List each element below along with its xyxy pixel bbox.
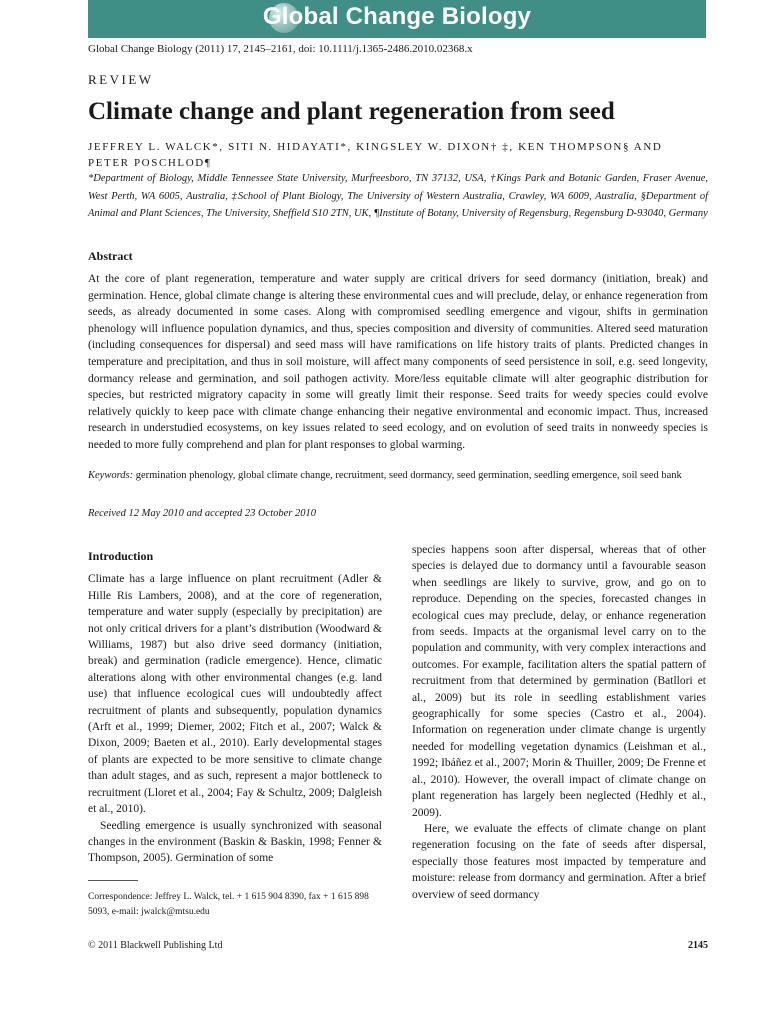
left-column [88, 548, 382, 867]
article-title: Climate change and plant regeneration from seed [88, 98, 615, 125]
copyright: © 2011 Blackwell Publishing Ltd [88, 940, 223, 951]
section-label: REVIEW [88, 72, 154, 87]
citation-line: Global Change Biology (2011) 17, 2145–2161, doi: 10.1111/j.1365-2486.2010.02368.x [88, 43, 473, 55]
introduction-heading: Introduction [88, 549, 154, 563]
abstract-heading: Abstract [88, 249, 133, 263]
footnote-divider [88, 880, 138, 881]
journal-banner [88, 0, 706, 38]
body-paragraph: Here, we evaluate the effects of climate change on plant regeneration focusing on the fate of seeds after dispersal, especially those features most impacted by temperature and moisture: release from dormancy and germination. After a brief overview of seed dormancy [412, 822, 706, 901]
journal-name: Global Change Biology [262, 3, 532, 30]
correspondence-footnote: Correspondence: Jeffrey L. Walck, tel. + 1 615 904 8390, fax + 1 615 898 5093, e-mail: jwalck@mtsu.edu [88, 892, 369, 917]
right-column [412, 542, 706, 903]
keywords-label: Keywords: [88, 470, 134, 481]
affiliations: *Department of Biology, Middle Tennessee State University, Murfreesboro, TN 37132, USA, †Kings Park and Botanic Garden, Fraser Avenue, West Perth, WA 6005, Australia, ‡School of Plant Biology, The University of Western Australia, Crawley, WA 6009, Australia, §Department of Animal and Plant Sciences, The University, Sheffield S10 2TN, UK, ¶Institute of Botany, University of Regensburg, Regensburg D-93040, Germany [88, 173, 708, 219]
page-number: 2145 [688, 940, 708, 951]
author-list: JEFFREY L. WALCK*, SITI N. HIDAYATI*, KINGSLEY W. DIXON† ‡, KEN THOMPSON§ AND PETER POSCHLOD¶ [88, 141, 663, 169]
abstract-text: At the core of plant regeneration, temperature and water supply are critical drivers for seed dormancy (initiation, break) and germination. Hence, global climate change is altering these environmental cues and will preclude, delay, or enhance regeneration from seeds, as already documented in some cases. Along with compromised seedling emergence and vigour, shifts in germination phenology will influence population dynamics, and thus, species composition and diversity of communities. Altered seed maturation (including consequences for dispersal) and seed mass will have ramifications on life history traits of plants. Predicted changes in temperature and precipitation, and thus in soil moisture, will affect many components of seed persistence in soil, e.g. seed longevity, dormancy release and germination, and soil pathogen activity. More/less equitable climate will alter geographic distribution for species, but restricted migratory capacity in some will greatly limit their response. Seed traits for weedy species could evolve relatively quickly to keep pace with climate change enhancing their negative environmental and economic impact. Thus, increased research in understudied ecosystems, on key issues related to seed ecology, and on evolution of seed traits in nonweedy species is needed to more fully comprehend and plan for plant responses to global warming. [88, 273, 708, 451]
body-paragraph: species happens soon after dispersal, whereas that of other species is delayed due to dormancy until a favourable season when seedlings are likely to survive, grow, and go on to reproduce. Depending on the species, forecasted changes in ecological cues may preclude, delay, or enhance regeneration from seeds. Impacts at the organismal level carry on to the population and community, with very complex interactions and outcomes. For example, facilitation alters the spatial pattern of recruitment from that determined by germination (Batllori et al., 2009) but its role in seedling establishment varies geographically for some species (Castro et al., 2004). Information on regeneration under climate change is urgently needed for modelling vegetation dynamics (Leishman et al., 1992; Ibáñez et al., 2007; Morin & Thuiller, 2009; De Frenne et al., 2010). However, the overall impact of climate change on plant regeneration has largely been neglected (Hedhly et al., 2009). [412, 544, 706, 819]
keywords-list: germination phenology, global climate change, recruitment, seed dormancy, seed germination, seedling emergence, soil seed bank [135, 470, 682, 481]
body-paragraph: Seedling emergence is usually synchronized with seasonal changes in the environment (Baskin & Baskin, 1998; Fenner & Thompson, 2005). Germination of some [88, 819, 382, 865]
body-paragraph: Climate has a large influence on plant recruitment (Adler & Hille Ris Lambers, 2008), and at the core of regeneration, temperature and water supply (especially by precipitation) are not only critical drivers for a plant’s distribution (Woodward & Williams, 1987) but also drive seed dormancy (initiation, break) and germination (radicle emergence). Hence, climatic alterations along with other environmental changes (e.g. land use) that influence ecological cues will undoubtedly affect recruitment of plants and subsequently, population dynamics (Arft et al., 1999; Diemer, 2002; Fitch et al., 2007; Walck & Dixon, 2009; Baeten et al., 2010). Early developmental stages of plants are expected to be more sensitive to climate change than adult stages, and as such, represent a major bottleneck to recruitment (Lloret et al., 2004; Fay & Schultz, 2009; Dalgleish et al., 2010). [88, 573, 382, 816]
received-date: Received 12 May 2010 and accepted 23 October 2010 [88, 508, 317, 519]
keywords [88, 468, 708, 484]
